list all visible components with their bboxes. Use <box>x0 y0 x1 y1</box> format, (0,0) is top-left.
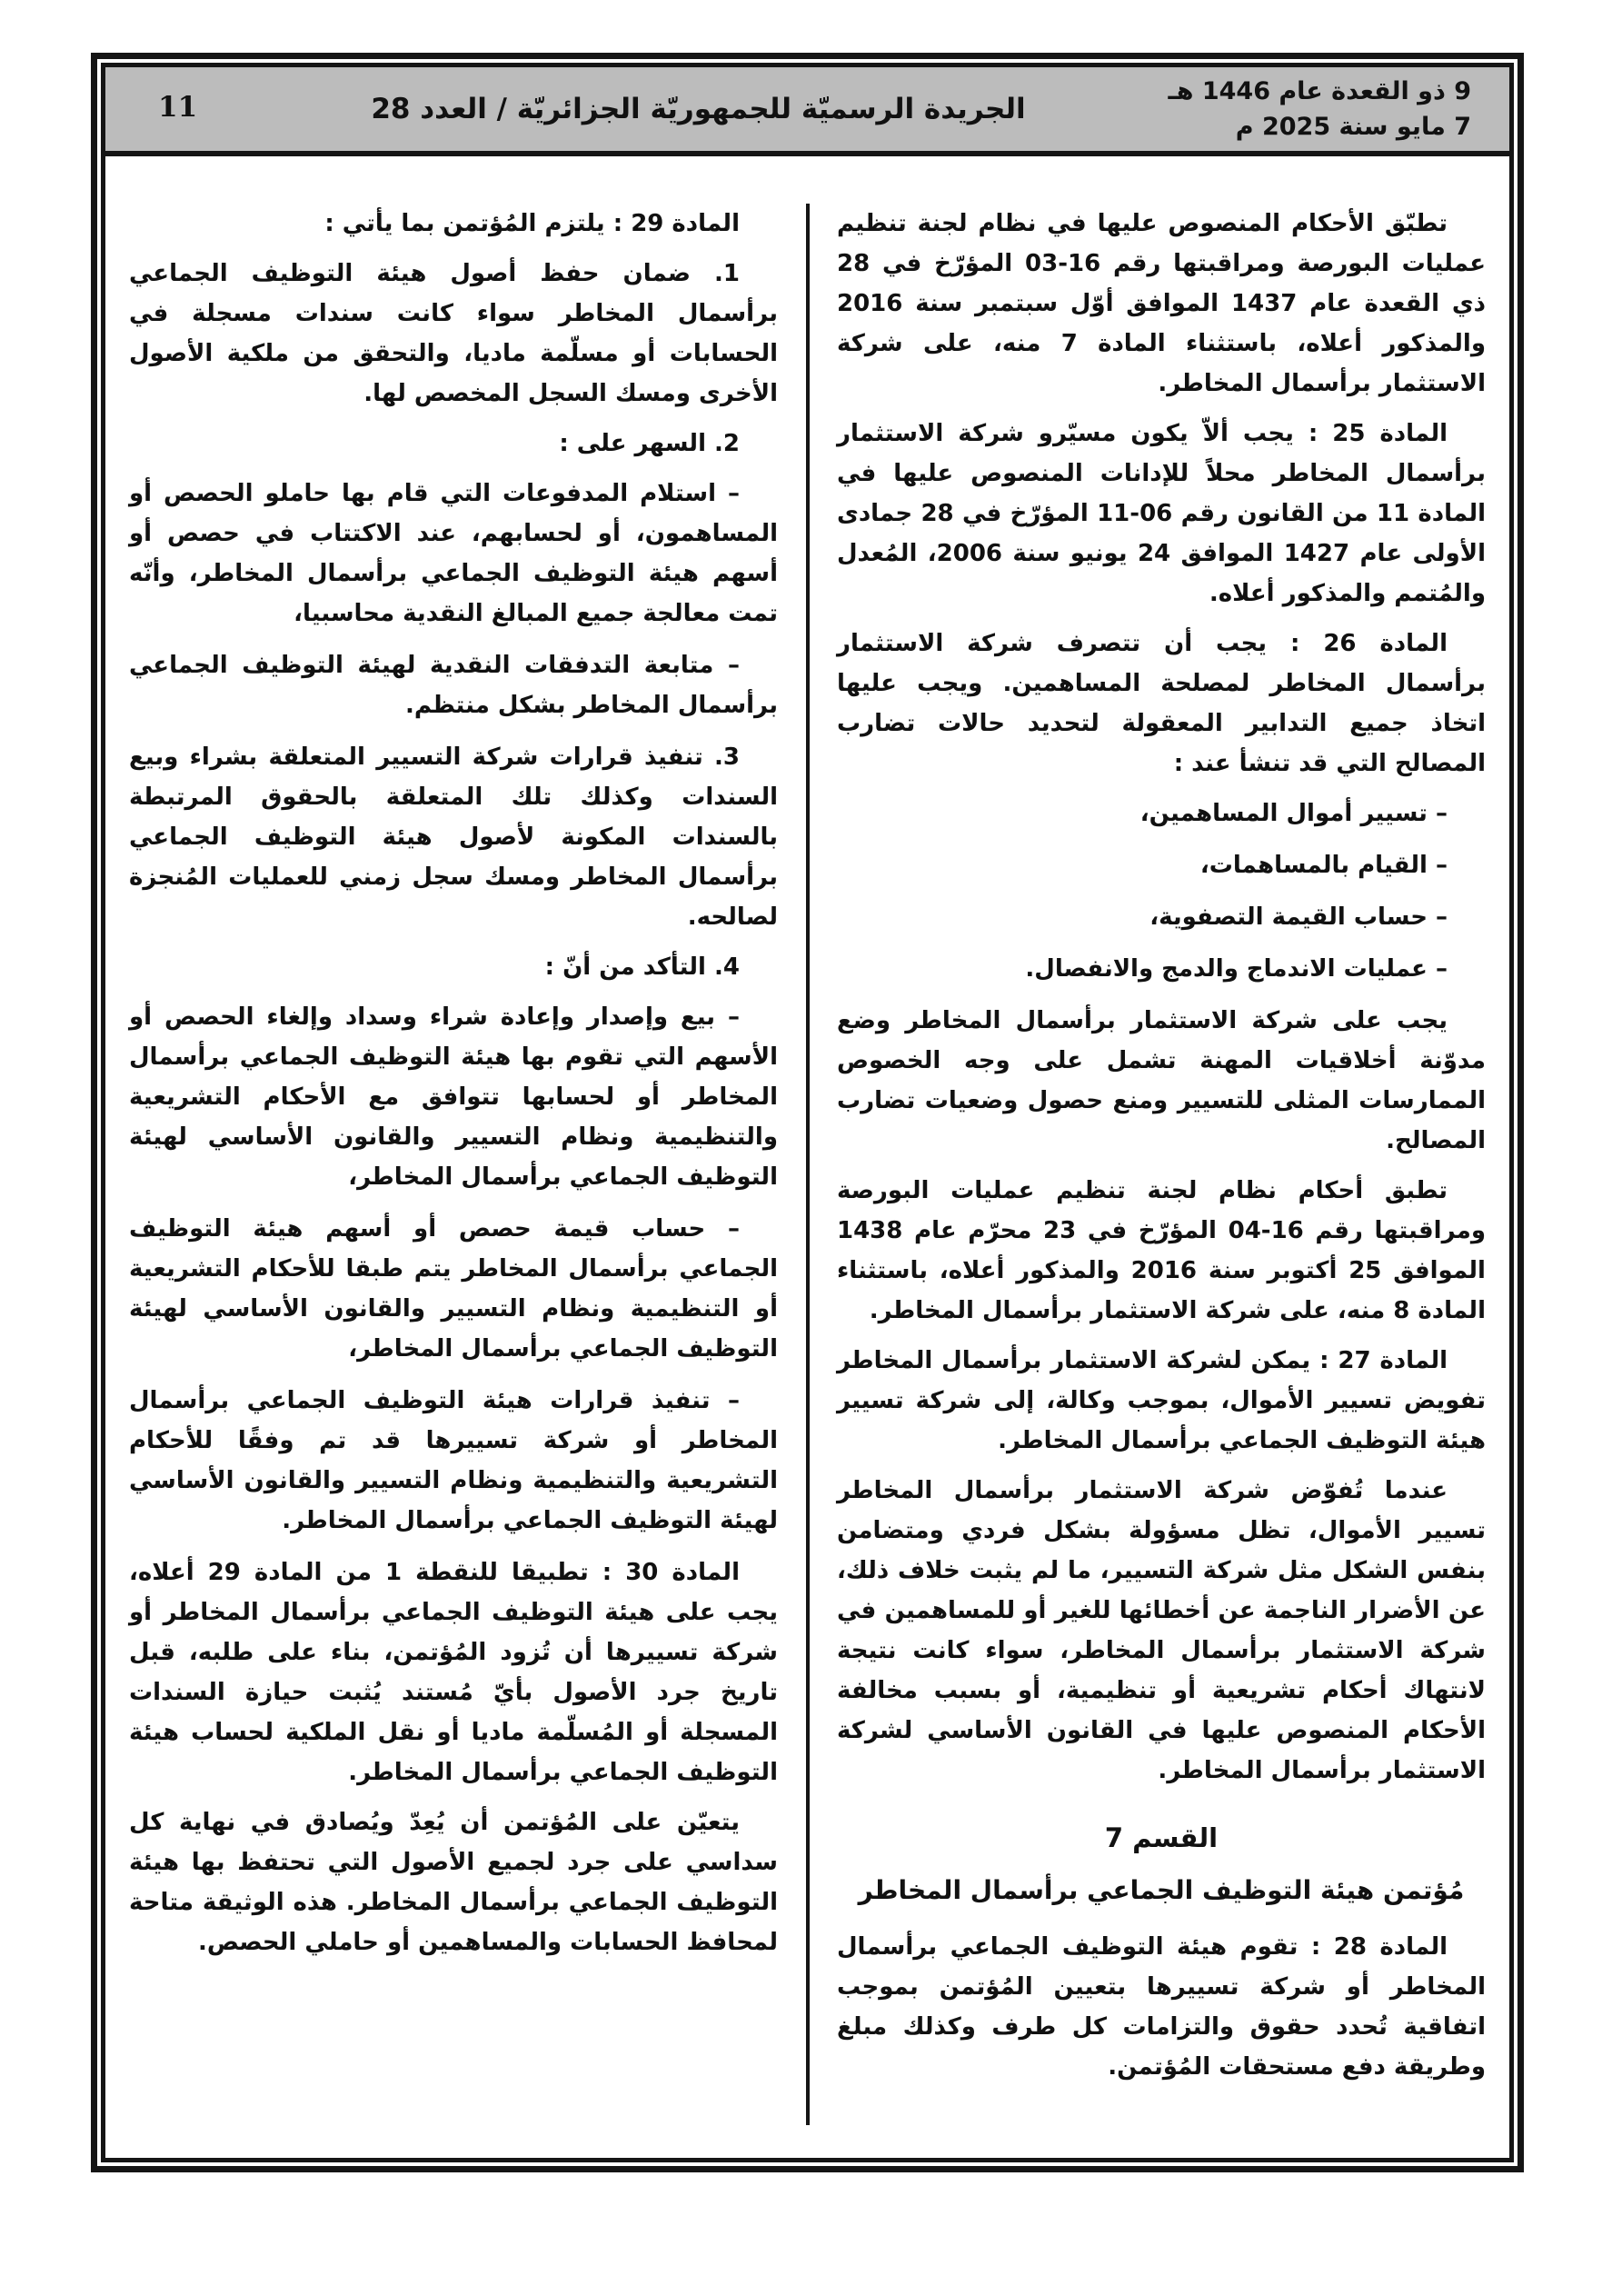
header-dates <box>1168 74 1471 145</box>
article-paragraph: المادة 28 : تقوم هيئة التوظيف الجماعي برأسمال المخاطر أو شركة تسييرها بتعيين المُؤتمن بموجب اتفاقية تُحدد حقوق والتزامات كل طرف وكذلك مبلغ وطريقة دفع مستحقات المُؤتمن. <box>837 1933 1486 2081</box>
date-gregorian: 7 مايو سنة 2025 م <box>1235 113 1471 141</box>
page-frame-inner <box>101 63 1514 2162</box>
page-number: 11 <box>158 91 198 124</box>
bullet-item: – القيام بالمساهمات، <box>1199 852 1448 879</box>
journal-title: الجريدة الرسميّة للجمهوريّة الجزائريّة / العدد 28 <box>371 93 1026 125</box>
body-paragraph: تطبّق الأحكام المنصوص عليها في نظام لجنة تنظيم عمليات البورصة ومراقبتها رقم 16-03 المؤرّخ في 28 ذي القعدة عام 1437 الموافق أوّل سبتمبر سنة 2016 والمذكور أعلاه، باستثناء المادة 7 منه، على شركة الاستثمار برأسمال المخاطر. <box>837 210 1486 397</box>
bullet-item: – متابعة التدفقات النقدية لهيئة التوظيف الجماعي برأسمال المخاطر بشكل منتظم. <box>129 652 778 719</box>
bullet-item: – تسيير أموال المساهمين، <box>1139 800 1448 827</box>
bullet-item: – بيع وإصدار وإعادة شراء وسداد وإلغاء الحصص أو الأسهم التي تقوم بها هيئة التوظيف الجماعي برأسمال المخاطر أو لحسابها تتوافق مع الأحكام التشريعية والتنظيمية ونظام التسيير والقانون الأساسي لهيئة التوظيف الجماعي برأسمال المخاطر، <box>129 1003 778 1191</box>
article-number: المادة 28 : <box>1310 1933 1448 1961</box>
body-paragraph: 3. تنفيذ قرارات شركة التسيير المتعلقة بشراء وبيع السندات وكذلك تلك المتعلقة بالحقوق المرتبطة بالسندات المكونة لأصول هيئة التوظيف الجماعي برأسمال المخاطر ومسك سجل زمني للعمليات المُنجزة لصالحه. <box>129 744 778 931</box>
article-paragraph: المادة 26 : يجب أن تتصرف شركة الاستثمار برأسمال المخاطر لمصلحة المساهمين. ويجب عليها اتخاذ جميع التدابير المعقولة لتحديد حالات تضارب المصالح التي قد تنشأ عند : <box>837 630 1486 777</box>
date-hijri: 9 ذو القعدة عام 1446 هـ <box>1168 77 1471 105</box>
bullet-item: – حساب القيمة التصفوية، <box>1149 903 1448 931</box>
section-subheading: مُؤتمن هيئة التوظيف الجماعي برأسمال المخاطر <box>858 1875 1465 1905</box>
article-number: المادة 27 : <box>1319 1347 1448 1374</box>
bullet-item: – حساب قيمة حصص أو أسهم هيئة التوظيف الجماعي برأسمال المخاطر يتم طبقا للأحكام التشريعية أو التنظيمية ونظام التسيير والقانون الأساسي لهيئة التوظيف الجماعي برأسمال المخاطر، <box>129 1215 778 1363</box>
article-paragraph: المادة 27 : يمكن لشركة الاستثمار برأسمال المخاطر تفويض تسيير الأموال، بموجب وكالة، إلى شركة تسيير هيئة التوظيف الجماعي برأسمال المخاطر. <box>837 1347 1486 1454</box>
article-number: المادة 29 : <box>612 210 740 237</box>
body-paragraph: 1. ضمان حفظ أصول هيئة التوظيف الجماعي برأسمال المخاطر سواء كانت سندات مسجلة في الحسابات أو مسلّمة ماديا، والتحقق من ملكية الأصول الأخرى ومسك السجل المخصص لها. <box>129 260 778 407</box>
article-paragraph: المادة 29 : يلتزم المُؤتمن بما يأتي : <box>324 210 740 237</box>
left-column <box>129 204 778 1972</box>
body-paragraph: يجب على شركة الاستثمار برأسمال المخاطر وضع مدوّنة أخلاقيات المهنة تشمل على وجه الخصوص الممارسات المثلى للتسيير ومنع حصول وضعيات تضارب المصالح. <box>837 1007 1486 1154</box>
body-paragraph: تطبق أحكام نظام لجنة تنظيم عمليات البورصة ومراقبتها رقم 16-04 المؤرّخ في 23 محرّم عام 1438 الموافق 25 أكتوبر سنة 2016 والمذكور أعلاه، باستثناء المادة 8 منه، على شركة الاستثمار برأسمال المخاطر. <box>837 1177 1486 1324</box>
body-paragraph: 2. السهر على : <box>559 430 740 457</box>
article-paragraph: المادة 25 : يجب ألاّ يكون مسيّرو شركة الاستثمار برأسمال المخاطر محلاً للإدانات المنصوص عليها في المادة 11 من القانون رقم 06-11 المؤرّخ في 28 جمادى الأولى عام 1427 الموافق 24 يونيو سنة 2006، المُعدل والمُتمم والمذكور أعلاه. <box>837 420 1486 607</box>
article-number: المادة 26 : <box>1289 630 1448 657</box>
column-separator <box>806 204 810 2125</box>
article-number: المادة 25 : <box>1308 420 1448 447</box>
right-column <box>837 204 1486 2097</box>
bullet-item: – عمليات الاندماج والدمج والانفصال. <box>1025 955 1448 983</box>
bullet-item: – استلام المدفوعات التي قام بها حاملو الحصص أو المساهمون، أو لحسابهم، عند الاكتتاب في حصص أو أسهم هيئة التوظيف الجماعي برأسمال المخاطر، وأنّه تمت معالجة جميع المبالغ النقدية محاسبيا، <box>129 480 778 627</box>
body-paragraph: يتعيّن على المُؤتمن أن يُعِدّ ويُصادق في نهاية كل سداسي على جرد لجميع الأصول التي تحتفظ بها هيئة التوظيف الجماعي برأسمال المخاطر. هذه الوثيقة متاحة لمحافظ الحسابات والمساهمين أو حاملي الحصص. <box>129 1809 778 1956</box>
page-frame-outer <box>91 53 1524 2172</box>
article-paragraph: المادة 30 : تطبيقا للنقطة 1 من المادة 29 أعلاه، يجب على هيئة التوظيف الجماعي برأسمال المخاطر أو شركة تسييرها أن تُزود المُؤتمن، بناء على طلبه، قبل تاريخ جرد الأصول بأيّ مُستند يُثبت حيازة السندات المسجلة أو المُسلّمة ماديا أو نقل الملكية لحساب هيئة التوظيف الجماعي برأسمال المخاطر. <box>129 1559 778 1786</box>
section-heading: القسم 7 <box>1104 1822 1219 1853</box>
bullet-item: – تنفيذ قرارات هيئة التوظيف الجماعي برأسمال المخاطر أو شركة تسييرها قد تم وفقًا للأحكام التشريعية والتنظيمية ونظام التسيير والقانون الأساسي لهيئة التوظيف الجماعي برأسمال المخاطر. <box>129 1387 778 1534</box>
body-paragraph: 4. التأكد من أنّ : <box>544 953 740 981</box>
body-paragraph: عندما تُفوّض شركة الاستثمار برأسمال المخاطر تسيير الأموال، تظل مسؤولة بشكل فردي ومتضامن بنفس الشكل مثل شركة التسيير، ما لم يثبت خلاف ذلك، عن الأضرار الناجمة عن أخطائها للغير أو للمساهمين في شركة الاستثمار برأسمال المخاطر، سواء كانت نتيجة لانتهاك أحكام تشريعية أو تنظيمية، أو بسبب مخالفة الأحكام المنصوص عليها في القانون الأساسي لشركة الاستثمار برأسمال المخاطر. <box>837 1477 1486 1784</box>
article-number: المادة 30 : <box>602 1559 740 1586</box>
content-area <box>105 156 1509 2158</box>
page-header <box>105 67 1509 156</box>
